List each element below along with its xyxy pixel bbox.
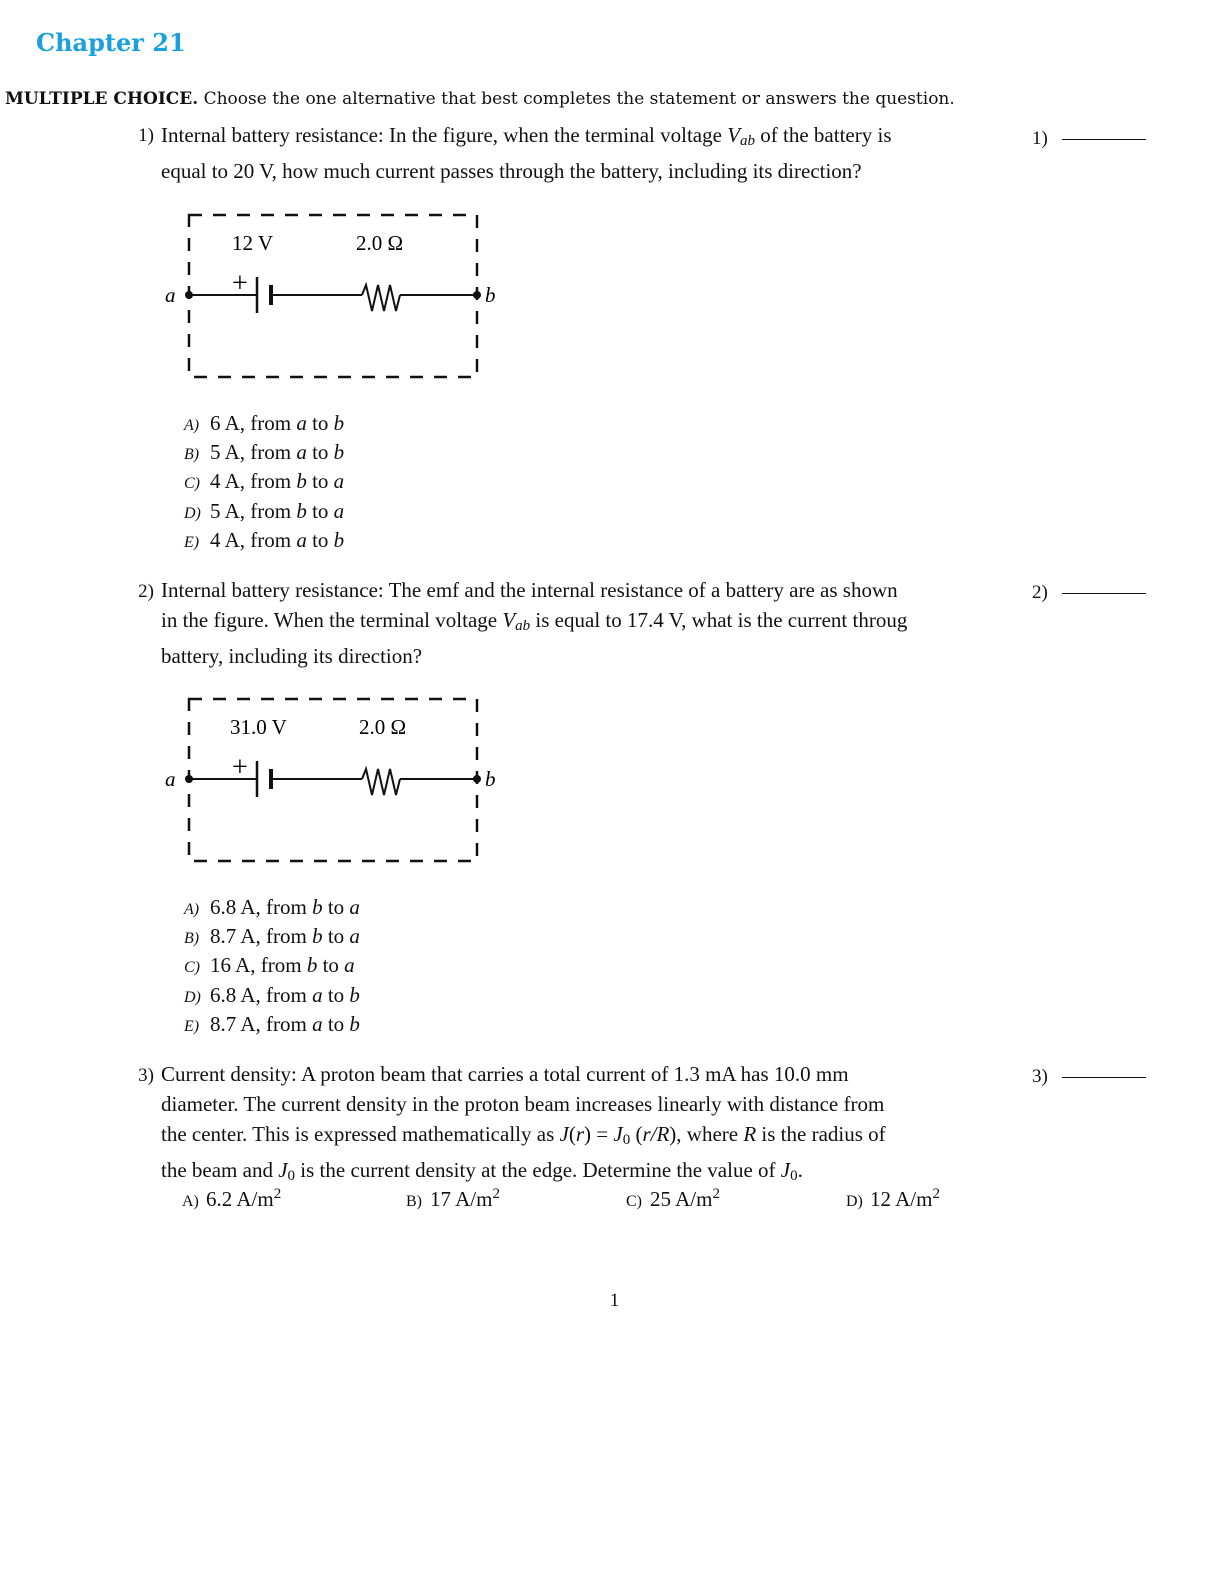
choices-list — [184, 894, 360, 1040]
question-text-part: of the battery is — [755, 123, 892, 147]
choice-from: a — [312, 982, 323, 1007]
page-number: 1 — [609, 1290, 620, 1311]
instructions-text: Choose the one alternative that best completes the statement or answers the question. — [198, 89, 955, 109]
choice-option[interactable] — [184, 498, 344, 527]
answer-slot[interactable] — [1032, 128, 1146, 150]
resistor-label: 2.0 Ω — [359, 715, 407, 739]
formula-symbol: J — [780, 1158, 791, 1182]
formula-symbol: r — [575, 1122, 585, 1146]
choice-from: b — [306, 953, 318, 978]
question-text-part: Internal battery resistance: In the figure, when the terminal voltage — [161, 123, 728, 147]
emf-label: 12 V — [232, 231, 274, 255]
question-text-part: is the current density at the edge. Determine the value of — [295, 1158, 781, 1182]
choice-text: 6.8 A, from — [210, 982, 313, 1007]
choice-text: to — [317, 953, 345, 978]
choice-text: 25 A/m — [650, 1187, 713, 1211]
choice-from: a — [296, 440, 307, 465]
question-number: 3) — [138, 1065, 154, 1086]
answer-label: 1) — [1032, 128, 1048, 149]
answer-slot[interactable] — [1032, 1066, 1146, 1088]
choice-to: a — [349, 924, 360, 949]
terminal-b-label: b — [485, 283, 496, 307]
choice-text: 5 A, from — [210, 498, 297, 523]
question-text — [161, 120, 1021, 186]
formula-subscript: 0 — [287, 1168, 296, 1184]
answer-slot[interactable] — [1032, 582, 1146, 604]
answer-label: 2) — [1032, 582, 1048, 603]
terminal-b-dot — [473, 291, 481, 299]
choice-text: 16 A, from — [210, 953, 307, 978]
choice-to: b — [333, 440, 345, 465]
choice-letter: A) — [182, 1193, 199, 1210]
choice-text: to — [322, 982, 350, 1007]
choice-exponent: 2 — [273, 1186, 282, 1202]
choice-text: to — [306, 411, 334, 435]
terminal-b-dot — [473, 775, 481, 783]
answer-label: 3) — [1032, 1066, 1048, 1087]
choice-text: 8.7 A, from — [210, 1011, 313, 1036]
choice-option[interactable] — [184, 527, 344, 556]
choice-option[interactable] — [184, 952, 360, 981]
choices-list — [184, 410, 344, 556]
question-text-line: battery, including its direction? — [161, 644, 423, 668]
voltage-subscript: ab — [515, 618, 531, 634]
choice-letter: C) — [626, 1193, 642, 1210]
resistor-zigzag — [362, 769, 400, 795]
plus-sign: + — [232, 752, 248, 783]
choice-option[interactable] — [406, 1186, 500, 1212]
choice-letter: B) — [184, 446, 200, 464]
formula-ratio: r/R — [642, 1122, 670, 1146]
choice-text: to — [306, 498, 334, 523]
formula-symbol: R — [743, 1122, 757, 1146]
choice-text: 6.8 A, from — [210, 895, 313, 919]
terminal-b-label: b — [485, 767, 496, 791]
question-text-part: . — [797, 1158, 803, 1182]
answer-blank-line[interactable] — [1062, 593, 1146, 594]
emf-label: 31.0 V — [230, 715, 287, 739]
choice-from: b — [296, 498, 307, 523]
question-text-line: equal to 20 V, how much current passes through the battery, including its direction? — [161, 159, 862, 183]
terminal-a-dot — [185, 775, 193, 783]
choice-text: 12 A/m — [870, 1187, 933, 1211]
choice-option[interactable] — [184, 439, 344, 468]
voltage-subscript: ab — [740, 133, 756, 149]
choice-option[interactable] — [182, 1186, 281, 1212]
choice-from: a — [296, 411, 307, 435]
choice-text: 6.2 A/m — [206, 1187, 274, 1211]
formula-symbol: J — [278, 1158, 288, 1182]
terminal-a-dot — [185, 291, 193, 299]
choice-option[interactable] — [846, 1186, 940, 1212]
choice-letter: B) — [184, 930, 200, 948]
terminal-a-label: a — [165, 283, 176, 307]
choice-option[interactable] — [184, 982, 360, 1011]
choice-letter: A) — [184, 901, 200, 918]
instructions-lead: MULTIPLE CHOICE. — [5, 89, 199, 109]
choice-option[interactable] — [184, 923, 360, 952]
choice-exponent: 2 — [932, 1186, 940, 1202]
choice-text: 8.7 A, from — [210, 924, 313, 949]
choice-to: a — [344, 953, 355, 978]
choice-text: 6 A, from — [210, 411, 297, 435]
choice-text: to — [306, 469, 334, 494]
choice-text: 17 A/m — [430, 1187, 493, 1211]
choice-text: 5 A, from — [210, 440, 297, 465]
question-text-part: is the radius of — [756, 1122, 886, 1146]
formula-symbol: J — [613, 1122, 623, 1146]
plus-sign: + — [232, 268, 248, 299]
choice-text: to — [306, 527, 334, 552]
resistor-label: 2.0 Ω — [356, 231, 404, 255]
choice-from: b — [312, 924, 323, 949]
question-text — [161, 575, 1021, 671]
question-text-line: diameter. The current density in the proton beam increases linearly with distance from — [161, 1092, 885, 1116]
answer-blank-line[interactable] — [1062, 139, 1146, 140]
circuit-diagram — [160, 205, 505, 385]
question-text-line: Current density: A proton beam that carries a total current of 1.3 mA has 10.0 mm — [161, 1062, 849, 1086]
question-text-line: Internal battery resistance: The emf and the internal resistance of a battery are as shown — [161, 578, 898, 602]
choice-exponent: 2 — [712, 1186, 720, 1202]
choice-to: a — [349, 895, 360, 919]
choice-option[interactable] — [626, 1186, 720, 1212]
choice-letter: C) — [184, 959, 200, 977]
question-text-part: the center. This is expressed mathematically as — [161, 1122, 560, 1146]
choice-text: 4 A, from — [210, 469, 297, 494]
question-number: 2) — [138, 581, 154, 602]
choice-option[interactable] — [184, 894, 360, 923]
choice-option[interactable] — [184, 1011, 360, 1040]
chapter-title: Chapter 21 — [36, 28, 186, 57]
formula-subscript: 0 — [790, 1168, 798, 1184]
voltage-symbol: V — [502, 608, 516, 632]
choice-text: 4 A, from — [210, 527, 297, 552]
question-text-part: , where — [676, 1122, 744, 1146]
choice-exponent: 2 — [492, 1186, 500, 1202]
choice-from: a — [312, 1011, 323, 1036]
choice-text: to — [322, 1011, 350, 1036]
answer-blank-line[interactable] — [1062, 1077, 1146, 1078]
voltage-symbol: V — [727, 123, 741, 147]
choice-letter: A) — [184, 417, 200, 434]
resistor-zigzag — [362, 285, 400, 311]
choice-to: b — [349, 982, 360, 1007]
formula-symbol: J — [559, 1122, 569, 1146]
circuit-diagram — [160, 689, 505, 869]
question-text: Current density: A proton beam that carries a total current of 1.3 mA has 10.0 mm diameter. The current density in the proton beam increases linearly with distance from the center. This is expressed mathematically as $J(r) = J_0$ (r/R), where R is the radius of the beam and $J_0$ is the current density at the edge. Determine the value of $J_0$. — [161, 1059, 1021, 1191]
choice-from: a — [296, 527, 307, 552]
choice-text: to — [306, 440, 334, 465]
choice-letter: C) — [184, 475, 200, 493]
choice-letter: E) — [184, 1017, 200, 1035]
choice-from: b — [296, 469, 307, 494]
formula-subscript: 0 — [622, 1132, 631, 1148]
question-text-part: is equal to 17.4 V, what is the current throug — [530, 608, 908, 632]
question-number: 1) — [138, 125, 154, 146]
terminal-a-label: a — [165, 767, 176, 791]
choice-letter: D) — [846, 1193, 863, 1210]
section-instructions — [5, 89, 955, 109]
choice-letter: E) — [184, 533, 200, 551]
choice-to: b — [333, 411, 345, 435]
choice-letter: B) — [406, 1193, 422, 1210]
choice-from: b — [312, 895, 323, 919]
choice-letter: D) — [184, 988, 201, 1006]
choice-text: to — [322, 924, 350, 949]
question-text-part: the beam and — [161, 1158, 279, 1182]
choice-letter: D) — [184, 504, 201, 522]
choice-option[interactable] — [184, 410, 344, 439]
choice-to: b — [333, 527, 345, 552]
choice-option[interactable] — [184, 468, 344, 497]
question-text-part: in the figure. When the terminal voltage — [161, 608, 503, 632]
choice-text: to — [322, 895, 350, 919]
choice-to: b — [349, 1011, 360, 1036]
choice-to: a — [333, 498, 345, 523]
formula-equals: = — [591, 1122, 614, 1146]
choice-to: a — [333, 469, 345, 494]
